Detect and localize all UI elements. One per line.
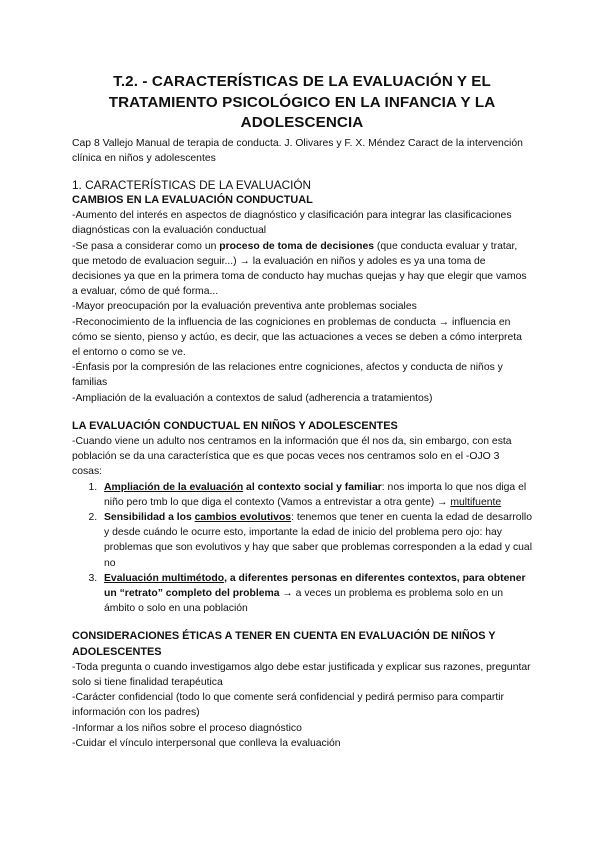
text-run: → a veces un problema es problema solo en un ámbito o solo en una población [104,587,504,615]
subsection-heading: CAMBIOS EN LA EVALUACIÓN CONDUCTUAL [72,193,313,206]
paragraph: -Aumento del interés en aspectos de diagnóstico y clasificación para integrar las clasificaciones diagnósticas con la evaluación conductual [72,210,512,237]
section-heading: 1. CARACTERÍSTICAS DE LA EVALUACIÓN [72,177,312,192]
paragraph: -Cuidar el vínculo interpersonal que conlleva la evaluación [72,737,341,749]
document-subtitle: Cap 8 Vallejo Manual de terapia de conducta. J. Olivares y F. X. Méndez Caract de la intervención clínica en niños y adolescentes [72,137,523,164]
paragraph [72,239,532,300]
document-title [72,72,532,134]
section-heading: LA EVALUACIÓN CONDUCTUAL EN NIÑOS Y ADOLESCENTES [72,419,398,432]
title-line: T.2. - CARACTERÍSTICAS DE LA EVALUACIÓN Y EL [113,73,491,90]
text-run: : tenemos que tener en cuenta la edad de desarrollo y desde cuándo le ocurre esto, importante la edad de inicio del problema pero ojo: hay problemas que son evolutivos y hay que saber que problemas corresponden a la edad y cual no [104,511,533,569]
spacer [72,406,532,419]
section-consideraciones-eticas [72,629,532,751]
bold-text: a diferentes personas en diferentes contextos, para obtener un “retrato” completo del problema [104,572,526,599]
list-item [100,510,532,571]
bold-underlined-text: cambios evolutivos [194,511,292,523]
list-item [100,571,532,617]
paragraph: -Ampliación de la evaluación a contextos de salud (adherencia a tratamientos) [72,392,433,404]
section-heading: CONSIDERACIONES ÉTICAS A TENER EN CUENTA EN EVALUACIÓN DE NIÑOS Y ADOLESCENTES [72,630,496,658]
text-run: -Se pasa a considerar como un [72,240,220,252]
paragraph: -Carácter confidencial (todo lo que comente será confidencial y pedirá permiso para compartir información con los padres) [72,692,505,719]
text-run: : nos importa lo que nos diga el niño pero tmb lo que diga el contexto (Vamos a entrevistar a otra gente) → [104,481,527,508]
bold-underlined-text: Evaluación multimétodo, [104,572,227,584]
bold-text: proceso de toma de decisiones [219,240,375,252]
paragraph: -Reconocimiento de la influencia de las cogniciones en problemas de conducta → influencia en cómo se siento, pienso y actúo, es decir, que las actuaciones a veces se deben a cómo interpreta el entorno o como se ve. [72,316,522,358]
bold-underlined-text: Ampliación de la evaluación [104,481,244,493]
paragraph: -Cuando viene un adulto nos centramos en la información que él nos da, sin embargo, con esta población se da una característica que es que pocas veces nos centramos solo en el -OJO 3 cosas: [72,435,512,478]
text-run: (que conducta evaluar y tratar, que metodo de evaluacion seguir...) → la evaluación en niños y adoles es ya una toma de decisiones ya que en la primera toma de conducto hay muchas quejas y hay que elegir que vamos a evaluar, cómo de qué forma... [72,240,527,298]
paragraph: -Informar a los niños sobre el proceso diagnóstico [72,722,302,734]
paragraph: -Énfasis por la compresión de las relaciones entre cogniciones, afectos y conducta de niños y familias [72,362,503,389]
spacer [72,616,532,629]
title-line: TRATAMIENTO PSICOLÓGICO EN LA INFANCIA Y LA [108,93,496,111]
paragraph: -Mayor preocupación por la evaluación preventiva ante problemas sociales [72,301,417,313]
section-evaluacion-conductual [72,419,532,617]
paragraph: -Toda pregunta o cuando investigamos algo debe estar justificada y explicar sus razones, preguntar solo si tiene finalidad terapéutica [72,661,531,688]
title-line: ADOLESCENCIA [240,114,364,131]
bold-text: Sensibilidad a los [104,511,195,523]
list-item [100,480,532,510]
numbered-list [72,480,532,617]
bold-text: al contexto social y familiar [243,481,382,493]
underlined-text: multifuente [450,496,502,508]
section-caracteristicas [72,177,532,406]
